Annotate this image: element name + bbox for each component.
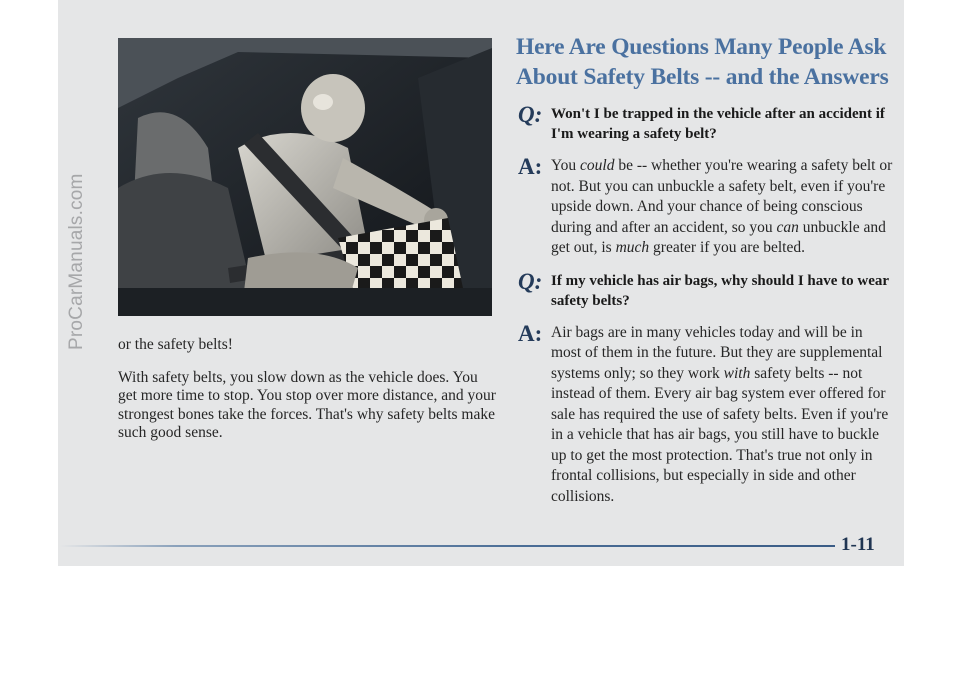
crash-test-photo <box>118 38 492 316</box>
qa-section <box>516 32 896 507</box>
answer-text: You could be -- whether you're wearing a safety belt or not. But you can unbuckle a safety belt, even if you're upside down. And your chance of being conscious during and after an accident, so you can unbuckle and get out, is much greater if you are belted. <box>551 157 893 256</box>
question-text: If my vehicle has air bags, why should I have to wear safety belts? <box>551 272 889 309</box>
question-text: Won't I be trapped in the vehicle after an accident if I'm wearing a safety belt? <box>551 106 885 142</box>
question-block <box>516 104 896 144</box>
answer-text: Air bags are in many vehicles today and will be in most of them in the future. But they are supplemental systems only; so they work with safety belts -- not instead of them. Every air bag system ever offered for sale has required the use of safety belts. Even if you're in a vehicle that has air bags, you still have to buckle up to get the most protection. That's true not only in frontal collisions, but especially in side and other collisions. <box>551 323 889 505</box>
answer-block <box>516 320 896 508</box>
question-block <box>516 268 896 311</box>
left-paragraph: or the safety belts! <box>118 336 233 353</box>
answer-mark-label: A: <box>518 154 543 179</box>
left-paragraph: With safety belts, you slow down as the vehicle does. You get more time to stop. You stop over more distance, and your strongest bones take the forces. That's why safety belts make such good sense. <box>118 368 496 441</box>
footer-rule <box>60 545 835 547</box>
crash-test-illustration <box>118 38 492 316</box>
left-column-text <box>118 336 498 457</box>
answer-mark-label: A: <box>518 320 543 346</box>
question-mark-label: Q: <box>518 102 543 127</box>
page-number: 1-11 <box>841 534 875 555</box>
answer-block <box>516 156 896 259</box>
section-heading: Here Are Questions Many People Ask About Safety Belts -- and the Answers <box>516 34 889 90</box>
question-mark-label: Q: <box>518 268 543 294</box>
